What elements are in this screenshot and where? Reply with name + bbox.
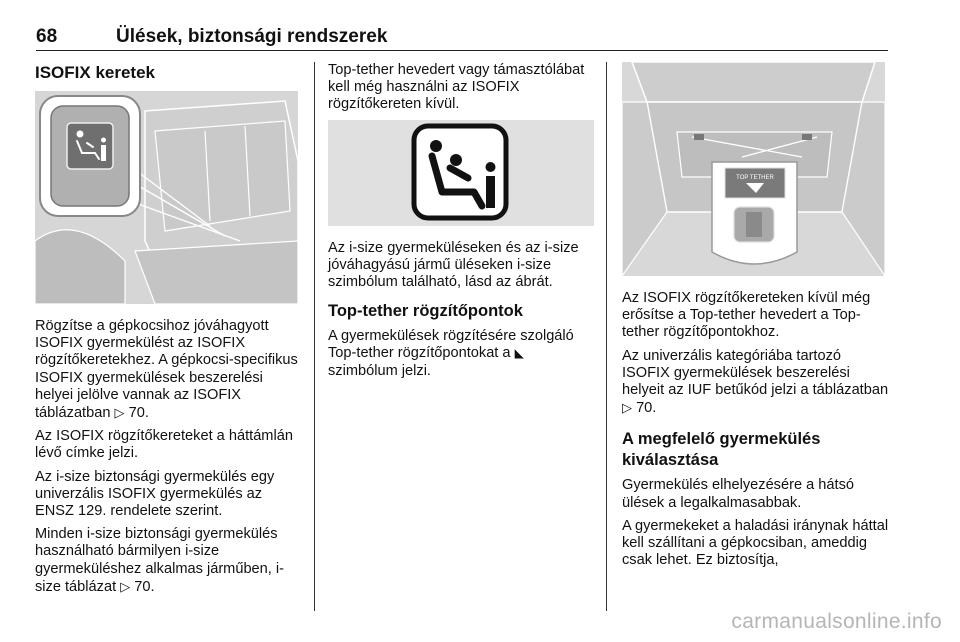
column-middle — [328, 62, 596, 386]
col1-paragraph-3: Az i-size biztonsági gyermekülés egy univerzális ISOFIX gyermekülés az ENSZ 129. rendelete szerint. — [35, 468, 275, 520]
column-right — [622, 62, 892, 575]
column-divider — [606, 62, 607, 611]
site-watermark: carmanualsonline.info — [731, 610, 942, 633]
col3-paragraph-3: Gyermekülés elhelyezésére a hátsó ülések a legalkalmasabbak. — [622, 477, 854, 511]
col1-paragraph-2: Az ISOFIX rögzítőkereteket a háttámlán lévő címke jelzi. — [35, 428, 293, 462]
column-divider — [314, 62, 315, 611]
chapter-title: Ülések, biztonsági rendszerek — [116, 26, 388, 47]
section-heading-choose-seat: A megfelelő gyermekülés kiválasztása — [622, 430, 821, 470]
col2-paragraph-3: A gyermekülések rögzítésére szolgáló Top-tether rögzítőpontokat a ◣ szimbólum jelzi. — [328, 328, 574, 379]
col3-paragraph-4: A gyermekeket a haladási iránynak háttal kell szállítani a gépkocsiban, ameddig csak lehet. Ez biztosítja, — [622, 517, 889, 569]
col3-paragraph-2: Az univerzális kategóriába tartozó ISOFIX gyermekülések beszerelési helyeit az IUF betűkód jelzi a táblázatban ▷ 70. — [622, 347, 889, 417]
page-header — [36, 26, 888, 51]
triangle-right-icon: ▷ — [114, 405, 125, 421]
section-heading-isofix: ISOFIX keretek — [35, 63, 156, 82]
section-heading-top-tether: Top-tether rögzítőpontok — [328, 302, 523, 321]
isize-symbol-figure — [328, 120, 594, 226]
cargo-tether-figure — [622, 62, 885, 276]
rear-seat-illustration — [35, 91, 298, 304]
top-tether-label: TOP TETHER — [736, 175, 774, 181]
col1-paragraph-1: Rögzítse a gépkocsihoz jóváhagyott ISOFIX gyermekülést az ISOFIX rögzítőkeretekhez. A gépkocsi-specifikus ISOFIX gyermekülések beszerelési helyei jelölve vannak az ISOFIX táblázatban ▷ 70. — [35, 318, 298, 422]
col3-paragraph-1: Az ISOFIX rögzítőkereteken kívül még erősítse a Top-tether hevedert a Top-tether rögzítőpontokhoz. — [622, 290, 871, 341]
page-number: 68 — [36, 26, 58, 47]
column-left — [35, 62, 300, 602]
triangle-right-icon: ▷ — [120, 578, 131, 594]
col2-paragraph-2: Az i-size gyermeküléseken és az i-size jóváhagyású jármű üléseken i-size szimbólum található, lásd az ábrát. — [328, 239, 579, 291]
cargo-area-illustration — [622, 62, 885, 276]
rear-seat-isofix-figure — [35, 91, 298, 304]
child-seat-icon — [328, 120, 594, 226]
col1-paragraph-4: Minden i-size biztonsági gyermekülés használható bármilyen i-size gyermeküléshez alkalmas járműben, i-size táblázat ▷ 70. — [35, 526, 285, 595]
tether-anchor-icon: ◣ — [514, 346, 524, 361]
triangle-right-icon: ▷ — [622, 400, 632, 416]
col2-paragraph-1: Top-tether hevedert vagy támasztólábat kell még használni az ISOFIX rögzítőkereten kívül. — [328, 62, 585, 113]
